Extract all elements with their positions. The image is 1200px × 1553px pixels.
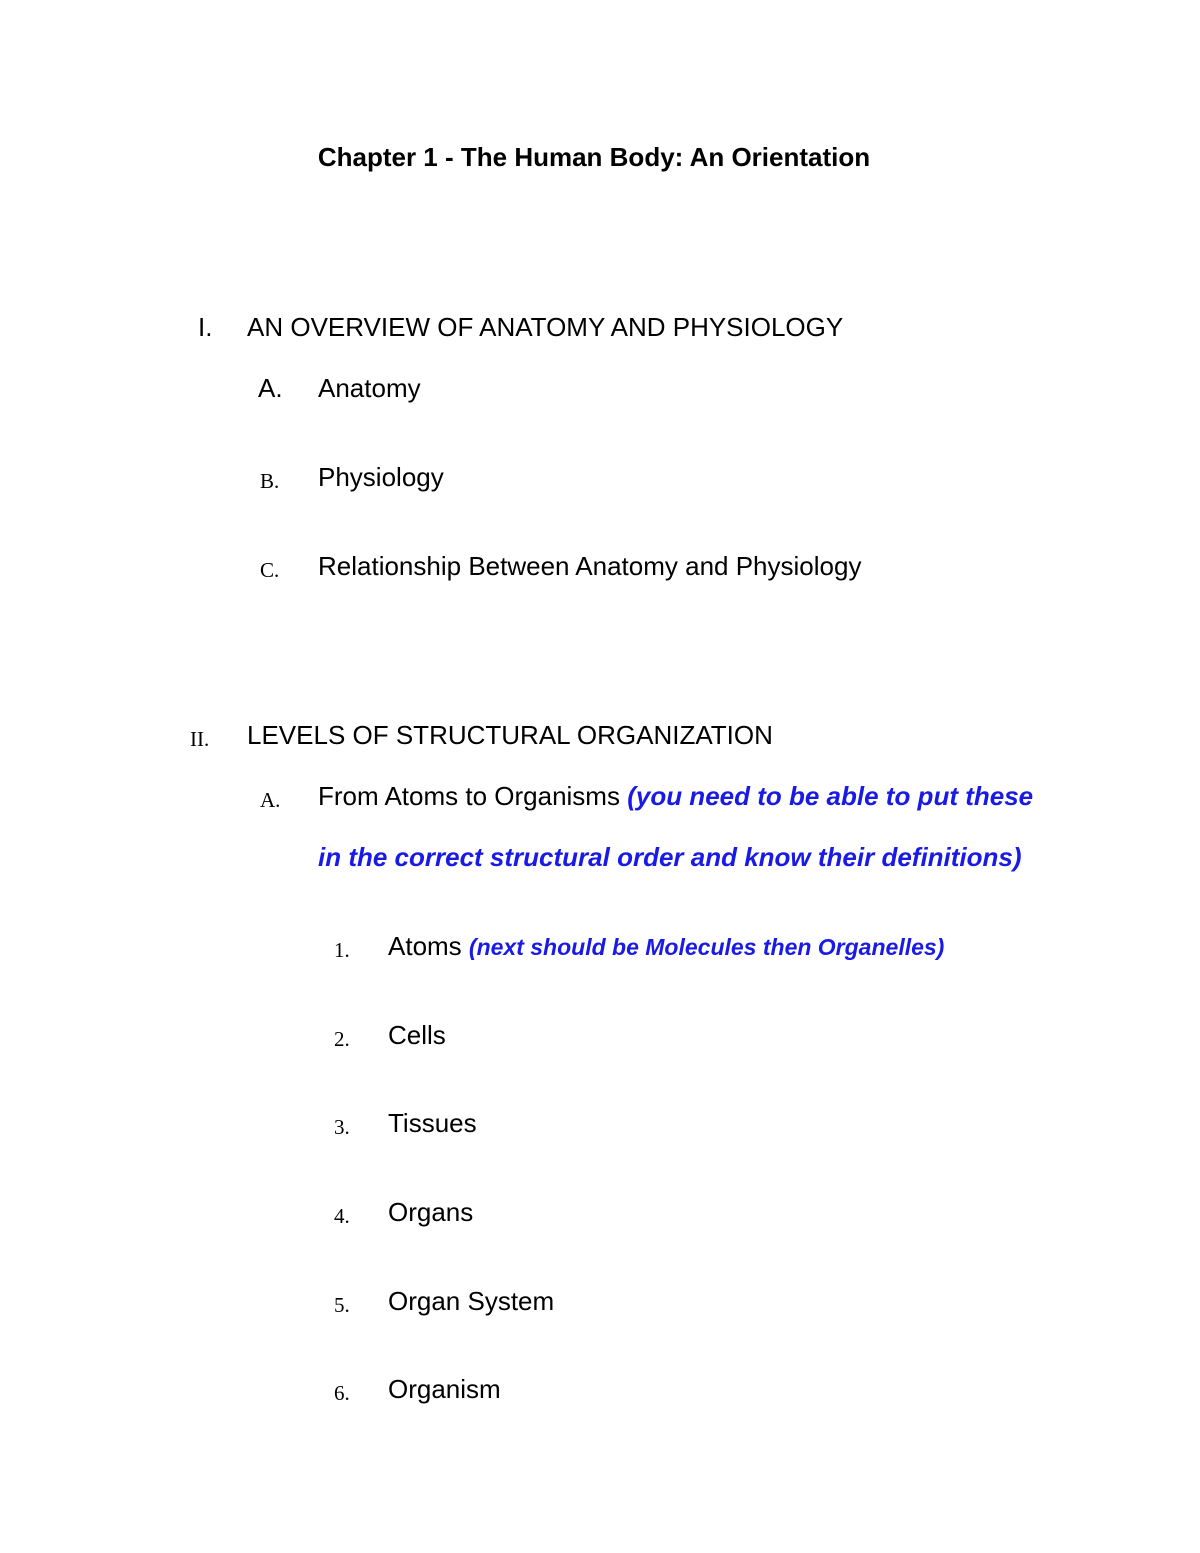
item-marker: C. bbox=[260, 558, 280, 582]
section-marker: I. bbox=[198, 312, 213, 342]
subitem-marker: 6. bbox=[334, 1381, 350, 1405]
list-item: Anatomy bbox=[318, 373, 421, 403]
subitem-marker: 2. bbox=[334, 1027, 350, 1051]
subitem bbox=[388, 929, 944, 964]
instruction-note: (next should be Molecules then Organelles) bbox=[468, 934, 945, 960]
page-title: Chapter 1 - The Human Body: An Orientation bbox=[317, 142, 871, 172]
section-heading: LEVELS OF STRUCTURAL ORGANIZATION bbox=[247, 720, 773, 750]
subitem: Organism bbox=[388, 1374, 501, 1404]
section-heading: AN OVERVIEW OF ANATOMY AND PHYSIOLOGY bbox=[247, 312, 844, 342]
subitem-marker: 1. bbox=[334, 938, 350, 962]
subitem-marker: 5. bbox=[334, 1293, 350, 1317]
list-item: Physiology bbox=[318, 462, 444, 492]
instruction-note-continued: in the correct structural order and know their definitions) bbox=[318, 842, 1022, 872]
subitem: Cells bbox=[388, 1020, 446, 1050]
item-marker: A. bbox=[260, 788, 281, 812]
subitem: Tissues bbox=[388, 1108, 477, 1138]
section-marker: II. bbox=[190, 727, 210, 751]
list-item: Relationship Between Anatomy and Physiology bbox=[318, 551, 862, 581]
subitem: Organs bbox=[388, 1197, 474, 1227]
subitem-marker: 3. bbox=[334, 1115, 350, 1139]
subitem-marker: 4. bbox=[334, 1204, 350, 1228]
subitem: Organ System bbox=[388, 1286, 555, 1316]
list-item bbox=[318, 779, 1033, 813]
subitem-text: Atoms bbox=[388, 931, 462, 961]
item-marker: B. bbox=[260, 469, 280, 493]
list-item-text: From Atoms to Organisms bbox=[318, 781, 620, 811]
item-marker: A. bbox=[258, 373, 283, 403]
instruction-note: (you need to be able to put these bbox=[627, 781, 1034, 811]
